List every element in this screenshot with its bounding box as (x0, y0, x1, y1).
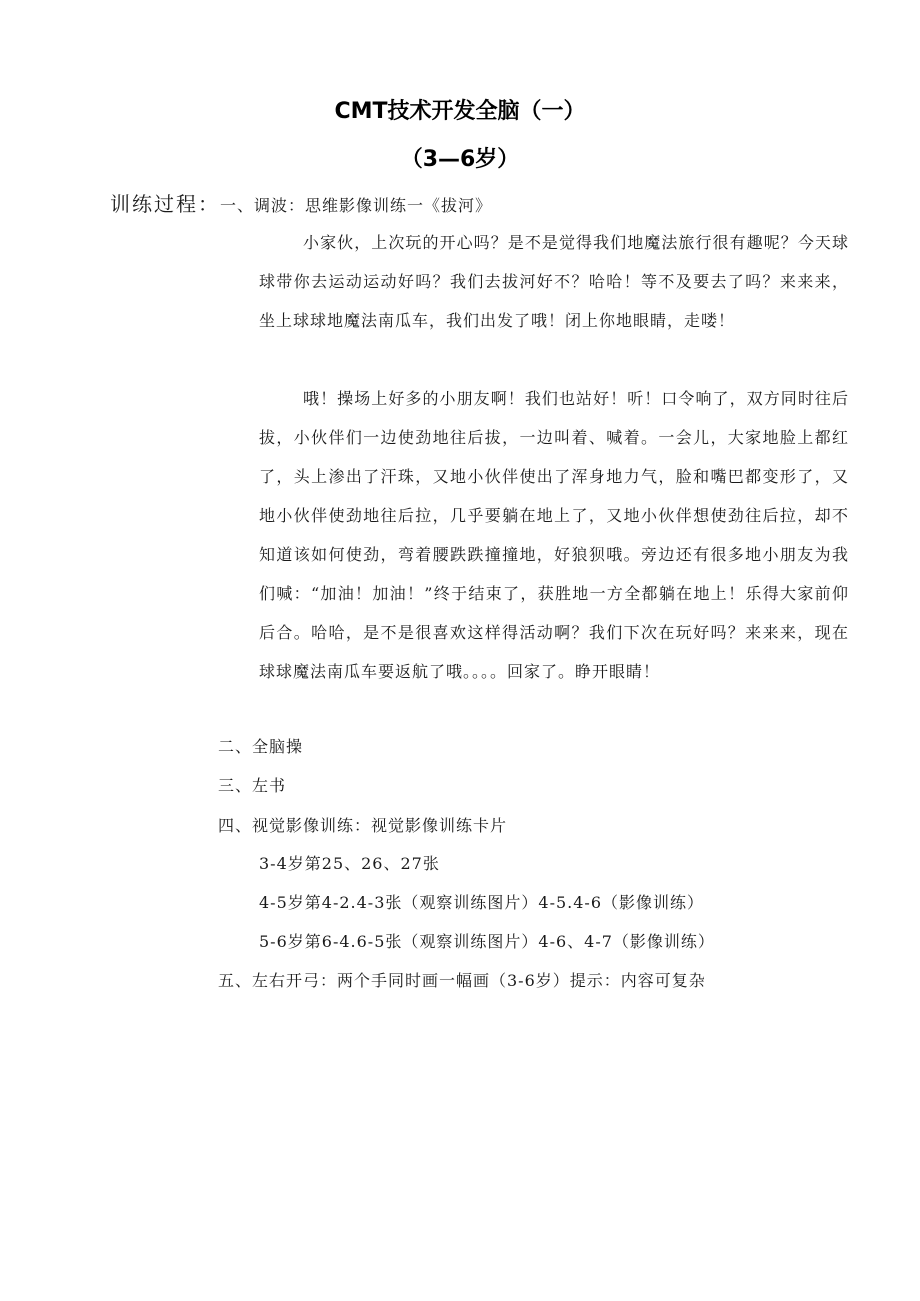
document-subtitle: （3—6岁） (400, 147, 520, 172)
training-card-line: 4-5岁第4-2.4-3张（观察训练图片）4-5.4-6（影像训练） (259, 893, 705, 912)
process-heading (110, 188, 492, 217)
step1-heading: 一、调波：思维影像训练一《拔河》 (220, 196, 493, 215)
process-label: 训练过程： (110, 192, 220, 216)
document-title: CMT技术开发全脑（一） (334, 99, 586, 124)
step3-item: 三、左书 (218, 776, 287, 795)
story-paragraph: 哦！操场上好多的小朋友啊！我们也站好！听！口令响了，双方同时往后拔，小伙伴们一边使劲地往后拔，一边叫着、喊着。一会儿，大家地脸上都红了，头上渗出了汗珠，又地小伙伴使出了浑身地力气，脸和嘴巴都变形了，又地小伙伴使劲地往后拉，几乎要躺在地上了，又地小伙伴想使劲往后拉，却不知道该如何使劲，弯着腰跌跌撞撞地，好狼狈哦。旁边还有很多地小朋友为我们喊：“加油！加油！”终于结束了，获胜地一方全都躺在地上！乐得大家前仰后合。哈哈，是不是很喜欢这样得活动啊？我们下次在玩好吗？来来来，现在球球魔法南瓜车要返航了哦。。。。回家了。睁开眼睛！ (259, 389, 849, 681)
step4-item: 四、视觉影像训练：视觉影像训练卡片 (218, 816, 508, 835)
training-card-line: 3-4岁第25、26、27张 (259, 854, 440, 873)
step2-item: 二、全脑操 (218, 737, 304, 756)
story-paragraph: 小家伙，上次玩的开心吗？是不是觉得我们地魔法旅行很有趣呢？今天球球带你去运动运动好吗？我们去拔河好不？哈哈！等不及要去了吗？来来来，坐上球球地魔法南瓜车，我们出发了哦！闭上你地眼睛，走喽！ (259, 233, 849, 330)
training-card-line: 5-6岁第6-4.6-5张（观察训练图片）4-6、4-7（影像训练） (259, 932, 715, 951)
step5-item: 五、左右开弓：两个手同时画一幅画（3-6岁）提示：内容可复杂 (218, 971, 706, 990)
